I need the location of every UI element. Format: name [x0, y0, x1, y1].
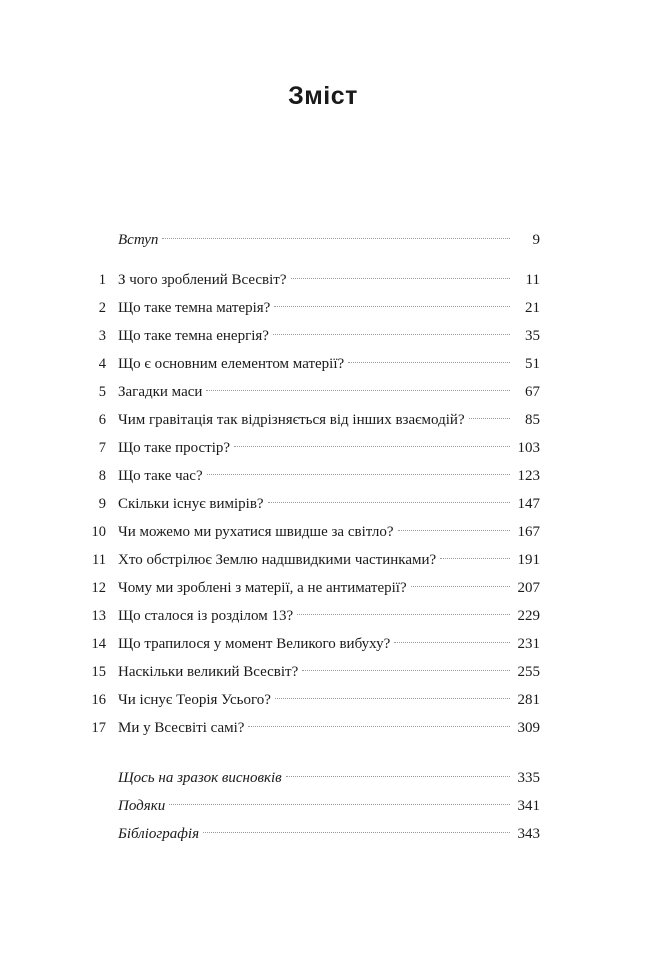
toc-chapter-number: 12: [91, 580, 106, 596]
toc-leader-dots: [286, 776, 510, 777]
toc-leader-dots: [297, 614, 510, 615]
toc-leader-dots: [469, 418, 510, 419]
toc-leader-dots: [274, 306, 510, 307]
toc-page-number: 51: [525, 356, 540, 372]
toc-page-number: 123: [517, 468, 540, 484]
toc-row: [0, 408, 646, 432]
toc-chapter-number: 11: [92, 552, 106, 568]
toc-chapter-number: 10: [91, 524, 106, 540]
toc-chapter-number: 3: [98, 328, 106, 344]
toc-leader-dots: [398, 530, 510, 531]
toc-page-number: 85: [525, 412, 540, 428]
toc-label: Скільки існує вимірів?: [118, 496, 264, 512]
toc-label: Що таке простір?: [118, 440, 231, 456]
toc-label: Подяки: [118, 798, 166, 814]
toc-row: [0, 268, 646, 292]
toc-row: [0, 632, 646, 656]
toc-label: Хто обстрілює Землю надшвидкими частинками?: [118, 552, 437, 568]
toc-leader-dots: [207, 474, 510, 475]
toc-entry: [118, 688, 540, 712]
toc-page-number: 9: [532, 232, 540, 248]
toc-label: Чому ми зроблені з матерії, а не антиматерії?: [118, 580, 407, 596]
toc-label: Чи існує Теорія Усього?: [118, 692, 271, 708]
toc-label: З чого зроблений Всесвіт?: [118, 272, 287, 288]
toc-row: [0, 688, 646, 712]
toc-label: Наскільки великий Всесвіт?: [118, 664, 299, 680]
toc-entry: [118, 296, 540, 320]
toc-leader-dots: [206, 390, 510, 391]
toc-leader-dots: [394, 642, 510, 643]
toc-entry: [118, 766, 540, 790]
toc-label: Що таке темна матерія?: [118, 300, 271, 316]
toc-chapter-number: 2: [98, 300, 106, 316]
page-title: Зміст: [288, 82, 358, 110]
toc-page-number: 167: [517, 524, 540, 540]
toc-label: Що таке час?: [118, 468, 203, 484]
toc-leader-dots: [268, 502, 510, 503]
toc-row: [0, 794, 646, 818]
toc-page-number: 67: [525, 384, 540, 400]
toc-page-number: 191: [517, 552, 540, 568]
toc-label: Бібліографія: [118, 826, 200, 842]
toc-leader-dots: [273, 334, 510, 335]
toc-entry: [118, 408, 540, 432]
toc-row: [0, 324, 646, 348]
toc-leader-dots: [169, 804, 510, 805]
toc-chapter-number: 5: [98, 384, 106, 400]
toc-page-number: 343: [517, 826, 540, 842]
toc-page-number: 147: [517, 496, 540, 512]
toc-row: [0, 352, 646, 376]
toc-chapter-number: 1: [98, 272, 106, 288]
toc-page-number: 231: [517, 636, 540, 652]
toc-entry: [118, 716, 540, 740]
toc-page-number: 207: [517, 580, 540, 596]
toc-page-number: 35: [525, 328, 540, 344]
toc-page-number: 309: [517, 720, 540, 736]
toc-row: [0, 766, 646, 790]
toc-label: Що є основним елементом матерії?: [118, 356, 345, 372]
toc-entry: [118, 492, 540, 516]
toc-chapter-number: 14: [91, 636, 106, 652]
toc-leader-dots: [411, 586, 510, 587]
toc-label: Загадки маси: [118, 384, 203, 400]
toc-entry: [118, 632, 540, 656]
toc-entry: [118, 228, 540, 252]
toc-entry: [118, 576, 540, 600]
toc-row: [0, 576, 646, 600]
toc-chapter-number: 15: [91, 664, 106, 680]
toc-chapter-number: 9: [98, 496, 106, 512]
toc-chapter-number: 8: [98, 468, 106, 484]
toc-row: [0, 822, 646, 846]
toc-leader-dots: [348, 362, 510, 363]
toc-leader-dots: [234, 446, 510, 447]
toc-page-number: 255: [517, 664, 540, 680]
toc-leader-dots: [302, 670, 510, 671]
toc-page-number: 281: [517, 692, 540, 708]
toc-row: [0, 228, 646, 252]
toc-leader-dots: [440, 558, 510, 559]
toc-row: [0, 492, 646, 516]
toc-leader-dots: [248, 726, 510, 727]
toc-entry: [118, 548, 540, 572]
toc-leader-dots: [162, 238, 510, 239]
toc-page-number: 103: [517, 440, 540, 456]
toc-page-number: 11: [525, 272, 540, 288]
toc-chapter-number: 7: [98, 440, 106, 456]
toc-page-number: 335: [517, 770, 540, 786]
toc-chapter-number: 13: [91, 608, 106, 624]
toc-label: Ми у Всесвіті самі?: [118, 720, 245, 736]
toc-label: Що таке темна енергія?: [118, 328, 269, 344]
toc-entry: [118, 794, 540, 818]
toc-entry: [118, 822, 540, 846]
toc-entry: [118, 268, 540, 292]
toc-label: Чи можемо ми рухатися швидше за світло?: [118, 524, 394, 540]
toc-chapter-number: 17: [91, 720, 106, 736]
toc-row: [0, 660, 646, 684]
toc-row: [0, 380, 646, 404]
toc-entry: [118, 604, 540, 628]
toc-label: Щось на зразок висновків: [118, 770, 282, 786]
toc-row: [0, 296, 646, 320]
toc-entry: [118, 352, 540, 376]
toc-entry: [118, 436, 540, 460]
toc-row: [0, 716, 646, 740]
toc-leader-dots: [203, 832, 510, 833]
toc-row: [0, 604, 646, 628]
toc-leader-dots: [275, 698, 510, 699]
toc-leader-dots: [291, 278, 511, 279]
toc-chapter-number: 16: [91, 692, 106, 708]
toc-row: [0, 436, 646, 460]
toc-label: Що трапилося у момент Великого вибуху?: [118, 636, 391, 652]
toc-row: [0, 548, 646, 572]
toc-page-number: 229: [517, 608, 540, 624]
toc-page-number: 341: [517, 798, 540, 814]
toc-chapter-number: 6: [98, 412, 106, 428]
toc-page-number: 21: [525, 300, 540, 316]
toc-row: [0, 464, 646, 488]
toc-label: Вступ: [118, 232, 159, 248]
toc-entry: [118, 520, 540, 544]
toc-row: [0, 520, 646, 544]
toc-entry: [118, 324, 540, 348]
toc-entry: [118, 660, 540, 684]
toc-chapter-number: 4: [98, 356, 106, 372]
toc-entry: [118, 464, 540, 488]
toc-label: Що сталося із розділом 13?: [118, 608, 294, 624]
toc-entry: [118, 380, 540, 404]
toc-label: Чим гравітація так відрізняється від інших взаємодій?: [118, 412, 465, 428]
